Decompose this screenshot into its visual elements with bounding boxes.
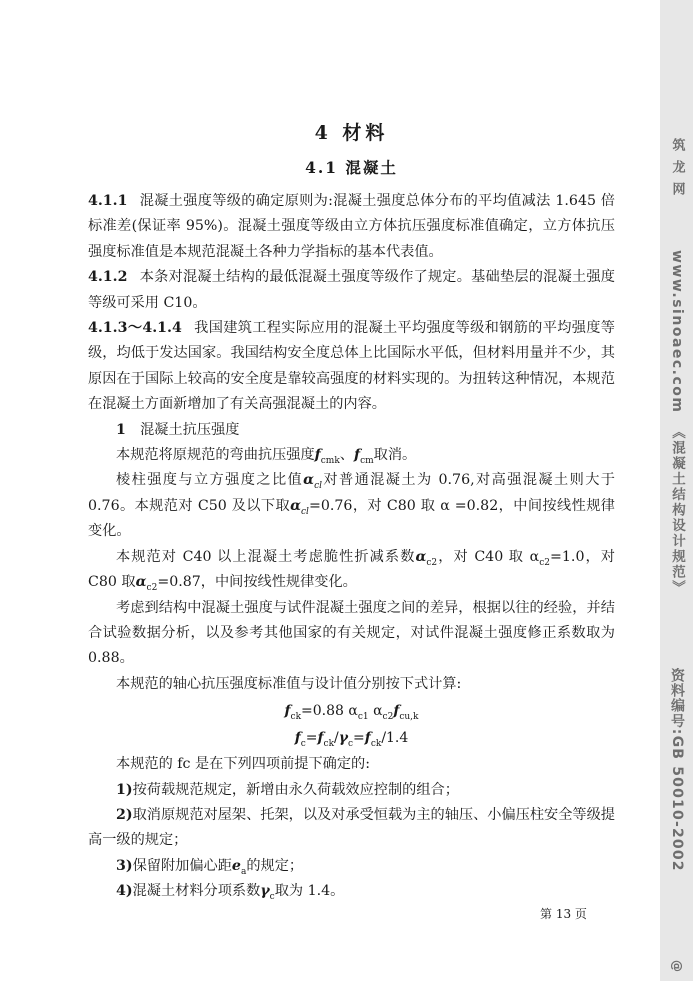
subscript: c [269,891,275,902]
text-run: 本规范对 C40 以上混凝土考虑脆性折减系数 [116,548,416,565]
item-paragraph-3 [88,545,615,596]
subscript: a [240,866,247,877]
condition-text: 的规定； [246,857,304,874]
text-run: =0.88 α [301,703,358,720]
text-run: 、 [339,447,354,464]
clause-text: 混凝土强度等级的确定原则为:混凝土强度总体分布的平均值减法 1.645 倍标准差(保证率 95%)。混凝土强度等级由立方体抗压强度标准值确定，立方体抗压强度标准值是本规范混凝土各种力学指标的基本代表值。 [88,193,615,260]
symbol: f [353,447,361,464]
subscript: c [300,738,306,749]
symbol: f [317,730,324,747]
symbol: f [364,730,371,747]
condition-number: 1) [116,781,133,798]
symbol: f [294,730,301,747]
item-paragraph-2 [88,468,615,544]
item-paragraph-5: 本规范的轴心抗压强度标准值与设计值分别按下式计算: [116,675,462,692]
item-title: 混凝土抗压强度 [140,421,240,438]
text-run: ，对 C40 取 α [437,548,540,565]
condition-text: 取消原规范对屋架、托架，以及对承受恒载为主的轴压、小偏压柱安全等级提高一级的规定； [88,806,615,849]
condition-text: 保留附加偏心距 [132,857,232,874]
condition-text: 取为 1.4。 [274,883,345,900]
condition-1 [88,778,615,803]
subscript: cl [301,506,309,517]
chapter-title: 4 材料 [314,122,389,144]
text-run: / [334,730,339,747]
subscript: c1 [357,711,369,722]
conditions-intro: 本规范的 fc 是在下列四项前提下确定的: [116,756,370,773]
condition-number: 4) [116,883,133,900]
formula-fck [88,698,615,725]
item-paragraph-4: 考虑到结构中混凝土强度与试件混凝土强度之间的差异，根据以往的经验，并结合试验数据分析，以及参考其他国家的有关规定，对试件混凝土强度修正系数取为 0.88。 [88,599,615,667]
condition-text: 混凝土材料分项系数 [132,883,261,900]
clause-4-1-1 [88,189,615,265]
condition-text: 按荷载规范规定，新增由永久荷载效应控制的组合； [132,781,459,798]
page-content [88,118,615,905]
symbol: f [393,703,400,720]
clause-text: 我国建筑工程实际应用的混凝土平均强度等级和钢筋的平均强度等级，均低于发达国家。我国结构安全度总体上比国际水平低，但材料用量并不少，其原因在于国际上较高的安全度是靠较高强度的材料实现的。为扭转这种情况，本规范在混凝土方面新增加了有关高强混凝土的内容。 [88,320,615,413]
sidebar-url: www.sinoaec.com [669,250,685,414]
clause-number: 4.1.1 [88,193,128,209]
sidebar-book-title: 《混凝土结构设计规范》 [669,425,685,596]
sidebar-document-code: 资料编号:GB 50010-2002 [669,668,685,872]
page-number: 第 13 页 [540,907,587,921]
subscript: cm [360,455,374,466]
subscript: c2 [146,582,158,593]
text-run: 棱柱强度与立方强度之比值 [116,472,304,489]
symbol: γ [260,883,270,900]
clause-4-1-3-4-1-4 [88,316,615,418]
subscript: cmk [320,455,340,466]
formula-fc [88,725,615,752]
subscript: cu,k [399,711,419,722]
condition-4 [88,879,615,904]
symbol: e [231,857,241,874]
clause-number: 4.1.2 [88,269,128,286]
text-run: = [353,730,365,747]
text-run: 对普通混凝土为 0.76,对高强混凝土则大于 0.76。本规范对 C50 及以下取 [88,472,615,514]
item-number: 1 [116,421,126,438]
subscript: ck [290,711,302,722]
condition-2 [88,803,615,854]
item-paragraph-1 [88,443,615,468]
subscript: cl [314,481,323,492]
subscript: ck [370,738,382,749]
symbol: α [135,574,147,591]
subscript: ck [323,738,335,749]
clause-text: 本条对混凝土结构的最低混凝土强度等级作了规定。基础垫层的混凝土强度等级可采用 C10。 [88,269,615,311]
section-title: 4.1 混凝土 [305,158,398,177]
symbol: α [290,497,302,514]
sidebar-brand: 筑龙网 [669,138,685,204]
clause-4-1-2 [88,265,615,316]
subscript: c [348,738,354,749]
text-run: /1.4 [381,730,409,747]
text-run: =1.0，对 C80 取 [88,548,615,591]
condition-number: 3) [116,857,133,874]
symbol: γ [338,730,348,747]
text-run: =0.76，对 C80 取 α =0.82，中间按线性规律变化。 [88,497,615,540]
symbol: α [303,472,315,489]
condition-3 [88,854,615,879]
text-run: α [368,703,383,720]
symbol: α [415,548,427,565]
item-heading [88,418,615,443]
text-run: = [305,730,318,747]
sidebar-at-mark: @ [670,960,684,972]
text-run: 本规范将原规范的弯曲抗压强度 [116,447,315,464]
subscript: c2 [539,557,551,568]
condition-number: 2) [116,806,133,823]
clause-number: 4.1.3～4.1.4 [88,320,182,337]
text-run: =0.87，中间按线性规律变化。 [157,574,357,591]
subscript: c2 [382,711,394,722]
symbol: f [314,447,321,464]
subscript: c2 [426,557,438,568]
text-run: 取消。 [373,447,417,464]
symbol: f [284,703,291,720]
